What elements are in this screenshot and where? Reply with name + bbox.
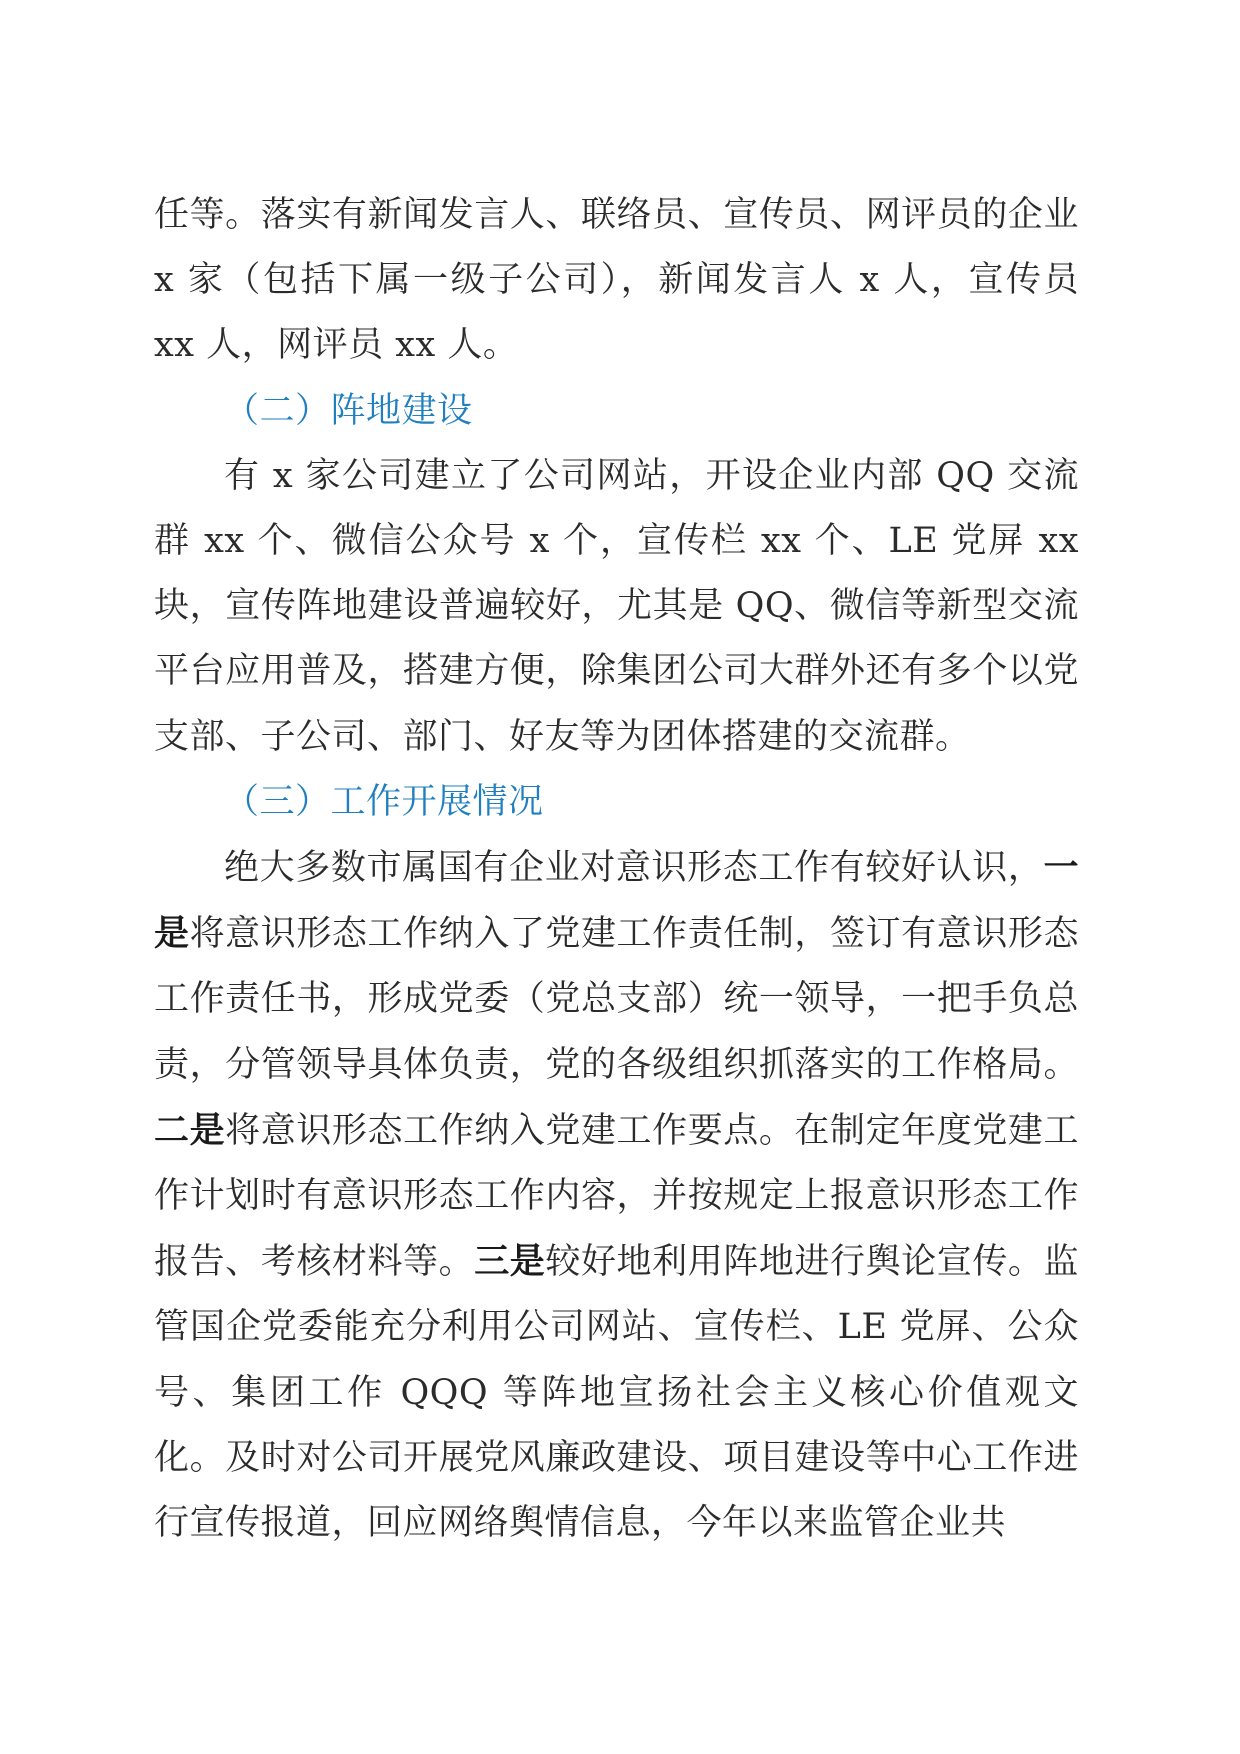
paragraph-work-progress bbox=[154, 835, 1079, 1556]
work-progress-intro: 绝大多数市属国有企业对意识形态工作有较好认识， bbox=[224, 848, 1044, 889]
document-body bbox=[154, 183, 1079, 1556]
paragraph-position-building: 有 x 家公司建立了公司网站，开设企业内部 QQ 交流群 xx 个、微信公众号 x 个，宣传栏 xx 个、LE 党屏 xx 块，宣传阵地建设普遍较好，尤其是 QQ、微信等新型交流平台应用普及，搭建方便，除集团公司大群外还有多个以党支部、子公司、部门、好友等为团体搭建的交流群。 bbox=[154, 455, 1079, 757]
work-progress-point-1: 将意识形态工作纳入了党建工作责任制，签订有意识形态工作责任书，形成党委（党总支部）统一领导，一把手负总责，分管领导具体负责，党的各级组织抓落实的工作格局。 bbox=[154, 914, 1079, 1085]
lead-phrase-first: 一是 bbox=[154, 847, 1079, 955]
paragraph-staffing: 任等。落实有新闻发言人、联络员、宣传员、网评员的企业 x 家（包括下属一级子公司），新闻发言人 x 人，宣传员 xx 人，网评员 xx 人。 bbox=[154, 195, 1079, 366]
lead-phrase-third: 三是 bbox=[474, 1241, 546, 1283]
work-progress-point-3: 较好地利用阵地进行舆论宣传。监管国企党委能充分利用公司网站、宣传栏、LE 党屏、公众号、集团工作 QQQ 等阵地宣扬社会主义核心价值观文化。及时对公司开展党风廉政建设、项目建设等中心工作进行宣传报道，回应网络舆情信息，今年以来监管企业共 bbox=[154, 1242, 1079, 1544]
section-heading-work-progress: （三）工作开展情况 bbox=[224, 781, 544, 822]
work-progress-point-2: 将意识形态工作纳入党建工作要点。在制定年度党建工作计划时有意识形态工作内容，并按规定上报意识形态工作报告、考核材料等。 bbox=[154, 1110, 1079, 1283]
section-heading-position-building: （二）阵地建设 bbox=[224, 390, 473, 431]
lead-phrase-second: 二是 bbox=[154, 1109, 226, 1151]
